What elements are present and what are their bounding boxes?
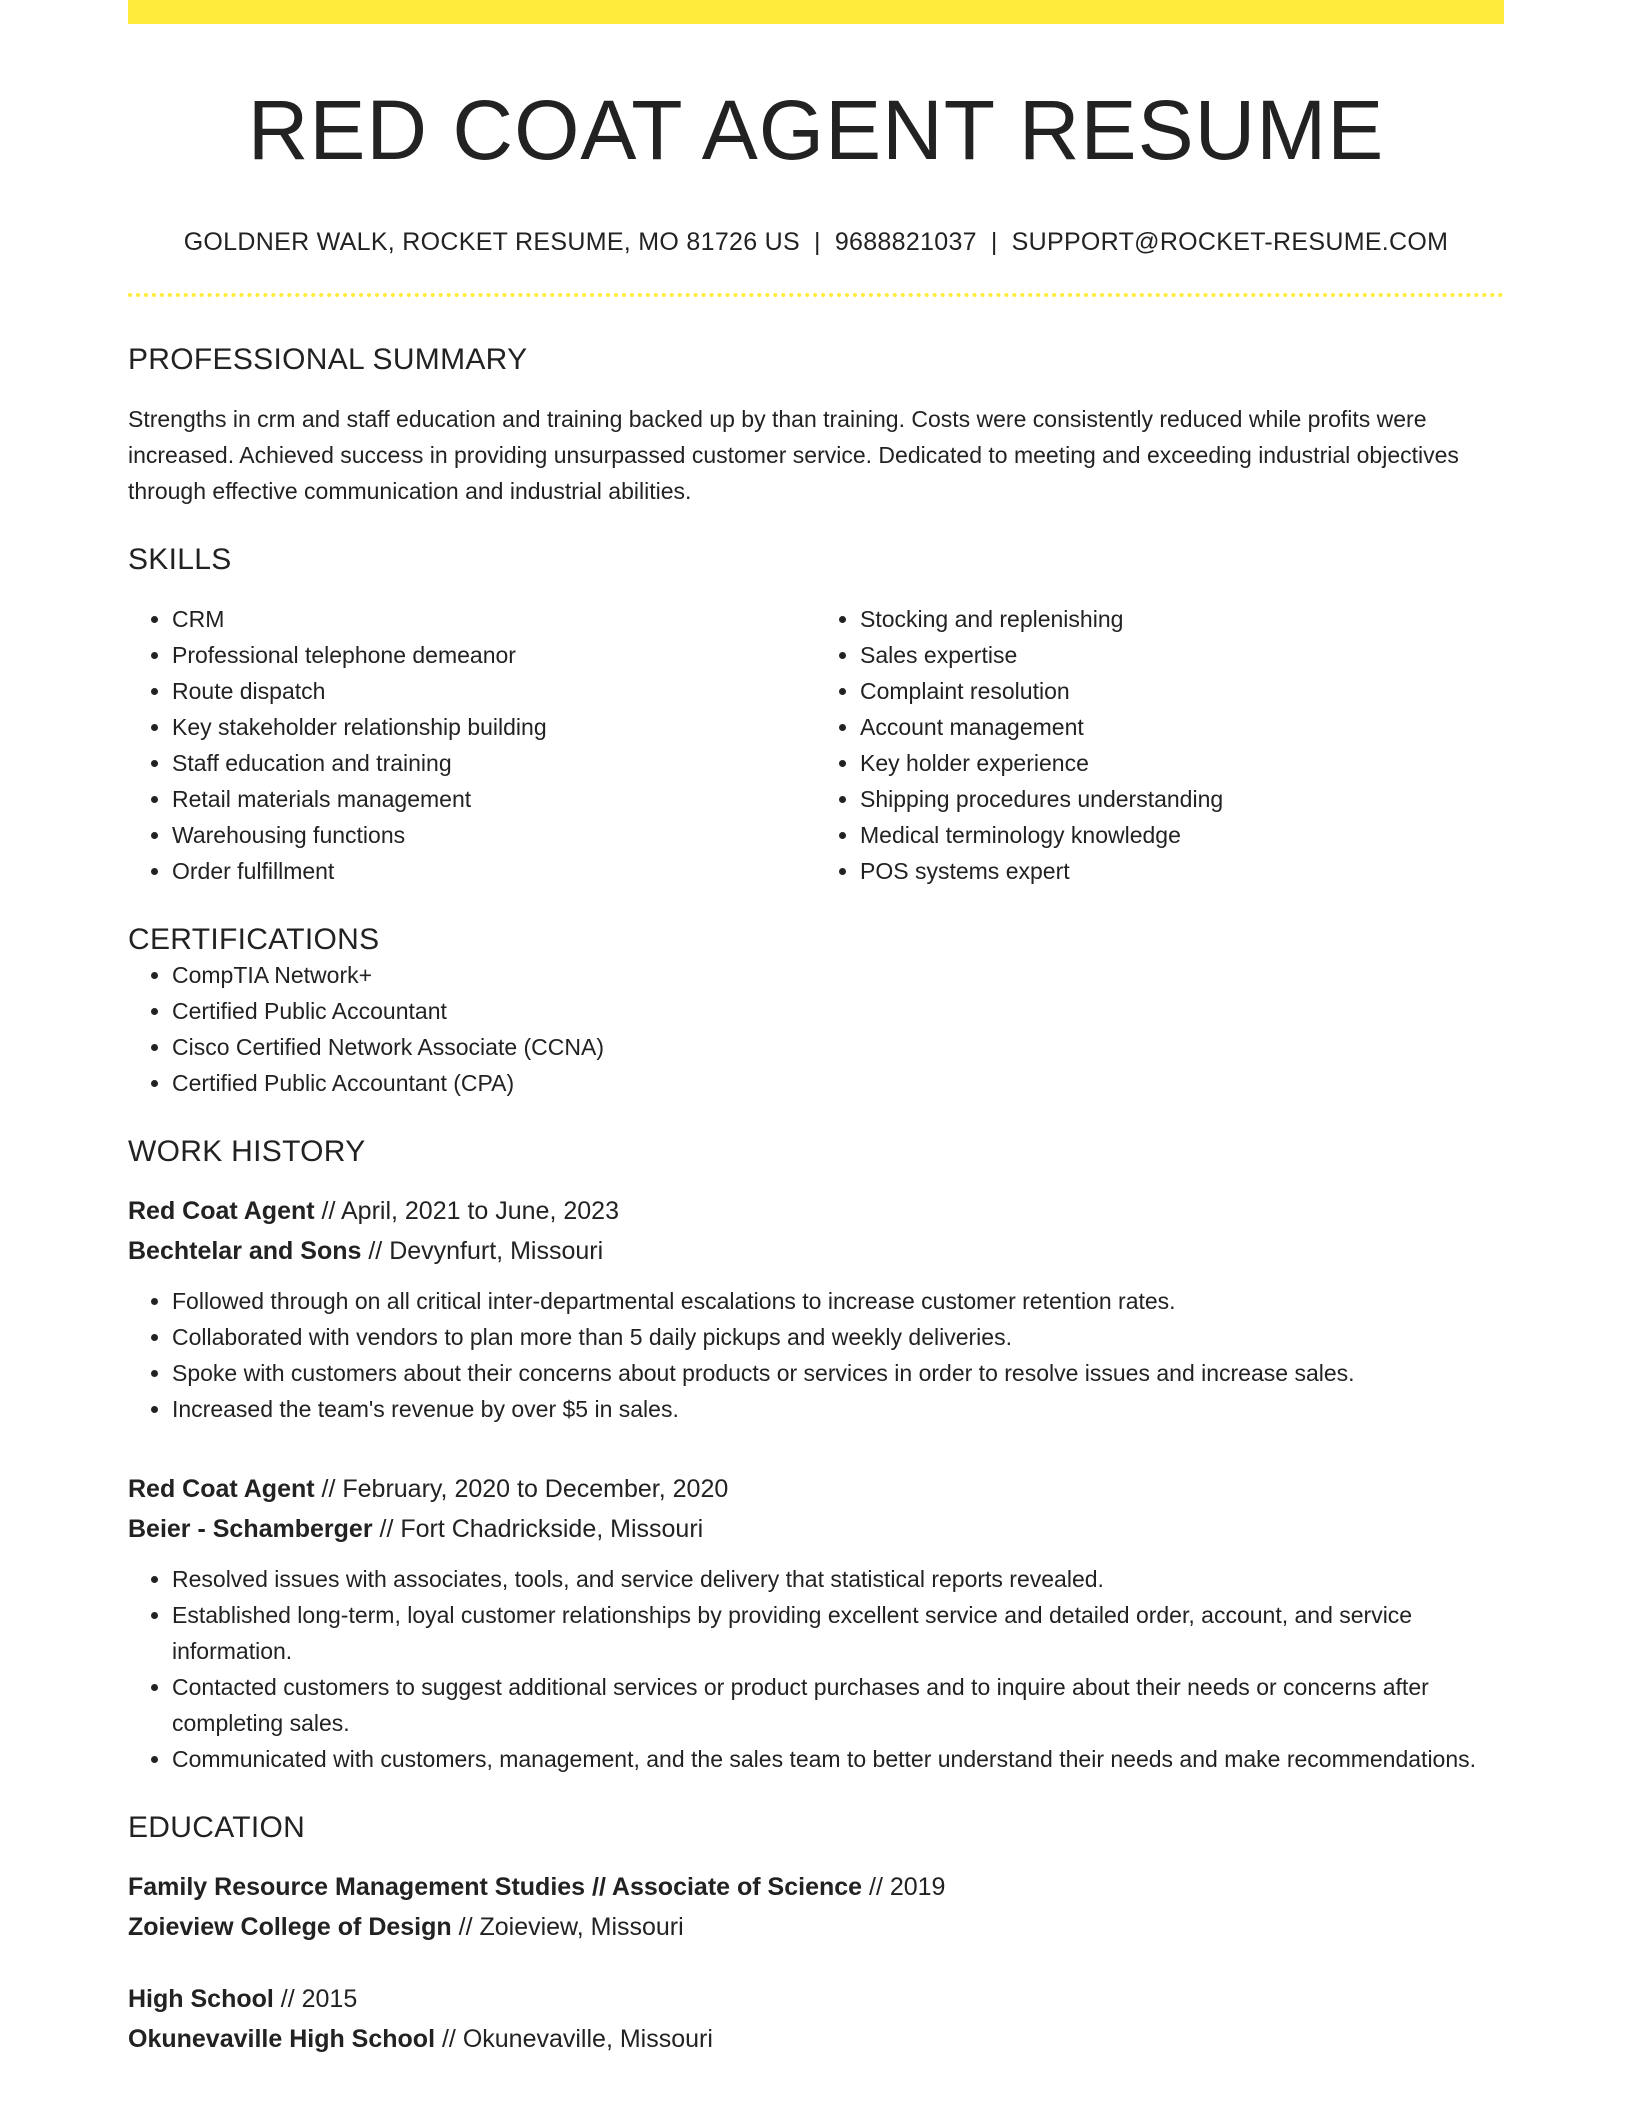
education-entry [128, 1867, 1504, 1947]
job-location: // Fort Chadrickside, Missouri [379, 1515, 704, 1544]
skills-list-left [128, 601, 816, 889]
job-bullet: • Followed through on all critical inter-departmental escalations to increase customer retention rates. [172, 1283, 1504, 1319]
job-bullets [128, 1561, 1504, 1777]
education-degree-line [128, 1867, 1504, 1907]
education-entry [128, 1979, 1504, 2059]
education-degree: Family Resource Management Studies // Associate of Science [128, 1873, 863, 1902]
summary-text: Strengths in crm and staff education and training backed up by than training. Costs were consistently reduced while profits were increased. Achieved success in providing unsurpassed customer service. Dedicated to meeting and exceeding industrial objectives through effective communication and industrial abilities. [128, 406, 1459, 505]
skill-item: • Retail materials management [172, 781, 816, 817]
skill-item: • Key stakeholder relationship building [172, 709, 816, 745]
skill-item: • Order fulfillment [172, 853, 816, 889]
job-dates: // April, 2021 to June, 2023 [321, 1197, 619, 1226]
work-history-heading: WORK HISTORY [128, 1135, 366, 1169]
resume-title: RED COAT AGENT RESUME [247, 83, 1385, 177]
education-location: // Okunevaville, Missouri [441, 2025, 713, 2054]
skill-item: • Professional telephone demeanor [172, 637, 816, 673]
skill-item: • Sales expertise [860, 637, 1504, 673]
job-company: Beier - Schamberger [128, 1515, 373, 1544]
contact-phone: 9688821037 [834, 228, 977, 257]
skill-item: • Shipping procedures understanding [860, 781, 1504, 817]
top-accent-bar [128, 0, 1504, 24]
skills-list-right [816, 601, 1504, 889]
skill-item: • CRM [172, 601, 816, 637]
job-bullet: • Increased the team's revenue by over $5 in sales. [172, 1391, 1504, 1427]
contact-separator: | [990, 228, 998, 257]
contact-email[interactable]: SUPPORT@ROCKET-RESUME.COM [1011, 228, 1449, 257]
job-company: Bechtelar and Sons [128, 1237, 362, 1266]
header-divider [128, 293, 1504, 297]
skill-item: • Staff education and training [172, 745, 816, 781]
education-heading: EDUCATION [128, 1811, 306, 1845]
job-bullet: • Spoke with customers about their concerns about products or services in order to resolve issues and increase sales. [172, 1355, 1504, 1391]
education-degree-line [128, 1979, 1504, 2019]
skill-item: • Key holder experience [860, 745, 1504, 781]
job-title-line [128, 1469, 1504, 1509]
job-entry [128, 1469, 1504, 1777]
skill-item: • Warehousing functions [172, 817, 816, 853]
contact-separator: | [814, 228, 821, 257]
certification-item: • Certified Public Accountant (CPA) [172, 1065, 1504, 1101]
skill-item: • Route dispatch [172, 673, 816, 709]
skills-columns [128, 601, 1504, 889]
education-school: Okunevaville High School [128, 2025, 436, 2054]
education-school-line [128, 2019, 1504, 2059]
certification-item: • CompTIA Network+ [172, 957, 1504, 993]
skill-item: • POS systems expert [860, 853, 1504, 889]
job-bullet: • Established long-term, loyal customer relationships by providing excellent service and detailed order, account, and service information. [172, 1597, 1504, 1669]
education-school: Zoieview College of Design [128, 1913, 452, 1942]
education-location: // Zoieview, Missouri [458, 1913, 684, 1942]
education-year: // 2019 [869, 1873, 946, 1902]
certifications-list [128, 957, 1504, 1101]
skill-item: • Account management [860, 709, 1504, 745]
job-bullet: • Contacted customers to suggest additional services or product purchases and to inquire about their needs or concerns after completing sales. [172, 1669, 1504, 1741]
education-year: // 2015 [280, 1985, 358, 2014]
job-role: Red Coat Agent [128, 1475, 315, 1504]
summary-heading: PROFESSIONAL SUMMARY [128, 343, 528, 377]
skill-item: • Stocking and replenishing [860, 601, 1504, 637]
certification-item: • Certified Public Accountant [172, 993, 1504, 1029]
job-bullet: • Collaborated with vendors to plan more than 5 daily pickups and weekly deliveries. [172, 1319, 1504, 1355]
certification-item: • Cisco Certified Network Associate (CCNA) [172, 1029, 1504, 1065]
education-degree: High School [128, 1985, 274, 2014]
job-bullet: • Resolved issues with associates, tools, and service delivery that statistical reports revealed. [172, 1561, 1504, 1597]
job-bullet: • Communicated with customers, management, and the sales team to better understand their needs and make recommendations. [172, 1741, 1504, 1777]
resume-page [128, 0, 1504, 2059]
contact-address: GOLDNER WALK, ROCKET RESUME, MO 81726 US [183, 228, 801, 257]
skill-item: • Medical terminology knowledge [860, 817, 1504, 853]
job-title-line [128, 1191, 1504, 1231]
job-dates: // February, 2020 to December, 2020 [321, 1475, 729, 1504]
skills-heading: SKILLS [128, 543, 232, 577]
job-company-line [128, 1231, 1504, 1271]
skill-item: • Complaint resolution [860, 673, 1504, 709]
job-location: // Devynfurt, Missouri [368, 1237, 604, 1266]
education-school-line [128, 1907, 1504, 1947]
job-role: Red Coat Agent [128, 1197, 315, 1226]
job-entry [128, 1191, 1504, 1427]
job-bullets [128, 1283, 1504, 1427]
contact-line [128, 228, 1504, 257]
job-company-line [128, 1509, 1504, 1549]
certifications-heading: CERTIFICATIONS [128, 923, 380, 957]
